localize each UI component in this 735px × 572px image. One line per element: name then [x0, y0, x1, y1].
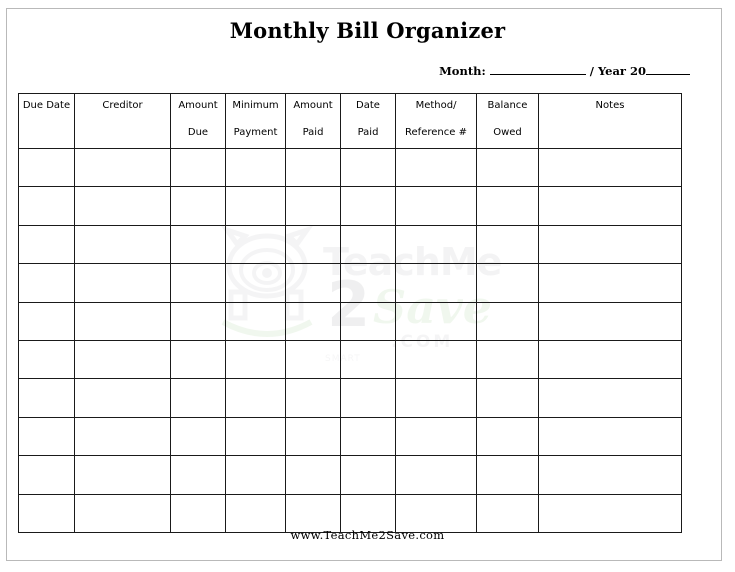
- column-header-minimum: [226, 94, 286, 149]
- table-cell[interactable]: [477, 417, 539, 455]
- table-cell[interactable]: [396, 187, 477, 225]
- month-year-separator: /: [589, 64, 594, 78]
- table-cell[interactable]: [396, 225, 477, 263]
- column-header-line1: Method/: [415, 100, 457, 111]
- table-header-row: [19, 94, 682, 149]
- table-cell[interactable]: [75, 417, 171, 455]
- table-cell[interactable]: [226, 187, 286, 225]
- table-cell[interactable]: [226, 379, 286, 417]
- table-cell[interactable]: [19, 149, 75, 187]
- table-cell[interactable]: [226, 456, 286, 494]
- month-blank-input[interactable]: [490, 74, 586, 75]
- table-row: [19, 340, 682, 378]
- footer-website: www.TeachMe2Save.com: [290, 528, 445, 542]
- table-cell[interactable]: [19, 417, 75, 455]
- table-cell[interactable]: [286, 302, 341, 340]
- table-cell[interactable]: [539, 225, 682, 263]
- column-header-line2: Payment: [233, 126, 278, 138]
- column-header-line1: Amount: [178, 100, 218, 111]
- table-cell[interactable]: [341, 417, 396, 455]
- table-cell[interactable]: [75, 225, 171, 263]
- table-cell[interactable]: [477, 225, 539, 263]
- table-cell[interactable]: [477, 456, 539, 494]
- bill-organizer-table: [18, 93, 682, 533]
- table-cell[interactable]: [477, 264, 539, 302]
- table-cell[interactable]: [226, 149, 286, 187]
- month-year-fill-line: [439, 64, 690, 78]
- table-row: [19, 264, 682, 302]
- table-cell[interactable]: [341, 340, 396, 378]
- table-cell[interactable]: [477, 379, 539, 417]
- table-cell[interactable]: [477, 302, 539, 340]
- column-header-amount: [286, 94, 341, 149]
- table-cell[interactable]: [286, 187, 341, 225]
- year-label: Year 20: [597, 64, 646, 78]
- table-cell[interactable]: [171, 264, 226, 302]
- table-cell[interactable]: [477, 340, 539, 378]
- table-row: [19, 417, 682, 455]
- table-cell[interactable]: [286, 456, 341, 494]
- table-row: [19, 302, 682, 340]
- table-cell[interactable]: [286, 225, 341, 263]
- table-cell[interactable]: [226, 417, 286, 455]
- table-cell[interactable]: [539, 264, 682, 302]
- table-cell[interactable]: [171, 456, 226, 494]
- table-cell[interactable]: [226, 264, 286, 302]
- table-cell[interactable]: [226, 302, 286, 340]
- table-cell[interactable]: [286, 379, 341, 417]
- table-cell[interactable]: [539, 417, 682, 455]
- table-row: [19, 456, 682, 494]
- table-cell[interactable]: [341, 379, 396, 417]
- column-header-line1: Creditor: [102, 100, 143, 111]
- table-cell[interactable]: [171, 379, 226, 417]
- watermark-tagline: SMART: [325, 354, 361, 364]
- column-header-line2: Paid: [302, 126, 324, 138]
- table-cell[interactable]: [19, 379, 75, 417]
- watermark-brand-teachme: TeachMe: [323, 240, 502, 284]
- watermark-brand-domain: .COM: [391, 332, 454, 352]
- table-cell[interactable]: [539, 302, 682, 340]
- table-header: [19, 94, 682, 149]
- table-cell[interactable]: [171, 225, 226, 263]
- column-header-line2: Owed: [493, 126, 522, 138]
- table-cell[interactable]: [341, 302, 396, 340]
- table-cell[interactable]: [75, 302, 171, 340]
- table-cell[interactable]: [19, 302, 75, 340]
- table-cell[interactable]: [75, 149, 171, 187]
- table-cell[interactable]: [286, 417, 341, 455]
- table-cell[interactable]: [341, 149, 396, 187]
- table-cell[interactable]: [477, 149, 539, 187]
- table-cell[interactable]: [539, 187, 682, 225]
- table-cell[interactable]: [286, 264, 341, 302]
- table-cell[interactable]: [286, 340, 341, 378]
- table-cell[interactable]: [19, 225, 75, 263]
- table-cell[interactable]: [226, 225, 286, 263]
- table-cell[interactable]: [171, 340, 226, 378]
- month-label: Month:: [439, 64, 486, 78]
- column-header-method: [396, 94, 477, 149]
- table-cell[interactable]: [75, 340, 171, 378]
- column-header-line1: Due Date: [22, 100, 71, 111]
- table-row: [19, 379, 682, 417]
- table-cell[interactable]: [19, 340, 75, 378]
- table-cell[interactable]: [75, 187, 171, 225]
- table-cell[interactable]: [171, 187, 226, 225]
- table-cell[interactable]: [341, 494, 396, 532]
- table-cell[interactable]: [396, 456, 477, 494]
- table-cell[interactable]: [396, 379, 477, 417]
- column-header-notes: [539, 94, 682, 149]
- table-cell[interactable]: [539, 379, 682, 417]
- table-cell[interactable]: [171, 302, 226, 340]
- table-cell[interactable]: [286, 494, 341, 532]
- table-cell[interactable]: [75, 379, 171, 417]
- column-header-line2: Due: [187, 126, 209, 138]
- table-cell[interactable]: [171, 417, 226, 455]
- column-header-line1: Balance: [487, 100, 528, 111]
- table-cell[interactable]: [226, 494, 286, 532]
- table-cell[interactable]: [226, 340, 286, 378]
- table-cell[interactable]: [539, 149, 682, 187]
- table-cell[interactable]: [396, 494, 477, 532]
- table-cell[interactable]: [539, 456, 682, 494]
- column-header-line1: Amount: [293, 100, 333, 111]
- table-cell[interactable]: [75, 264, 171, 302]
- column-header-line2: Paid: [357, 126, 379, 138]
- table-cell[interactable]: [477, 494, 539, 532]
- table-cell[interactable]: [19, 456, 75, 494]
- table-cell[interactable]: [539, 340, 682, 378]
- table-cell[interactable]: [477, 187, 539, 225]
- table-row: [19, 225, 682, 263]
- table-cell[interactable]: [396, 264, 477, 302]
- watermark-brand-save: Save: [373, 280, 493, 334]
- year-blank-input[interactable]: [646, 74, 690, 75]
- column-header-balance: [477, 94, 539, 149]
- column-header-creditor: [75, 94, 171, 149]
- page-title: Monthly Bill Organizer: [229, 18, 506, 43]
- table-cell[interactable]: [75, 456, 171, 494]
- column-header-line1: Date: [356, 100, 380, 111]
- table-cell[interactable]: [341, 264, 396, 302]
- table-cell[interactable]: [539, 494, 682, 532]
- table-cell[interactable]: [75, 494, 171, 532]
- table-row: [19, 187, 682, 225]
- table-cell[interactable]: [396, 302, 477, 340]
- column-header-line2: Reference #: [405, 126, 467, 138]
- column-header-line1: Minimum: [232, 100, 279, 111]
- table-cell[interactable]: [171, 149, 226, 187]
- table-cell[interactable]: [171, 494, 226, 532]
- table-cell[interactable]: [396, 417, 477, 455]
- table-cell[interactable]: [19, 187, 75, 225]
- table-body: [19, 149, 682, 533]
- table-cell[interactable]: [396, 340, 477, 378]
- watermark-brand-two: 2: [327, 268, 371, 341]
- table-cell[interactable]: [396, 149, 477, 187]
- table-cell[interactable]: [341, 187, 396, 225]
- table-cell[interactable]: [341, 225, 396, 263]
- table-row: [19, 149, 682, 187]
- column-header-amount: [171, 94, 226, 149]
- column-header-date: [341, 94, 396, 149]
- column-header-line1: Notes: [595, 100, 625, 111]
- table-row: [19, 494, 682, 532]
- table-cell[interactable]: [19, 264, 75, 302]
- table-cell[interactable]: [341, 456, 396, 494]
- table-cell[interactable]: [19, 494, 75, 532]
- table-cell[interactable]: [286, 149, 341, 187]
- column-header-due-date: [19, 94, 75, 149]
